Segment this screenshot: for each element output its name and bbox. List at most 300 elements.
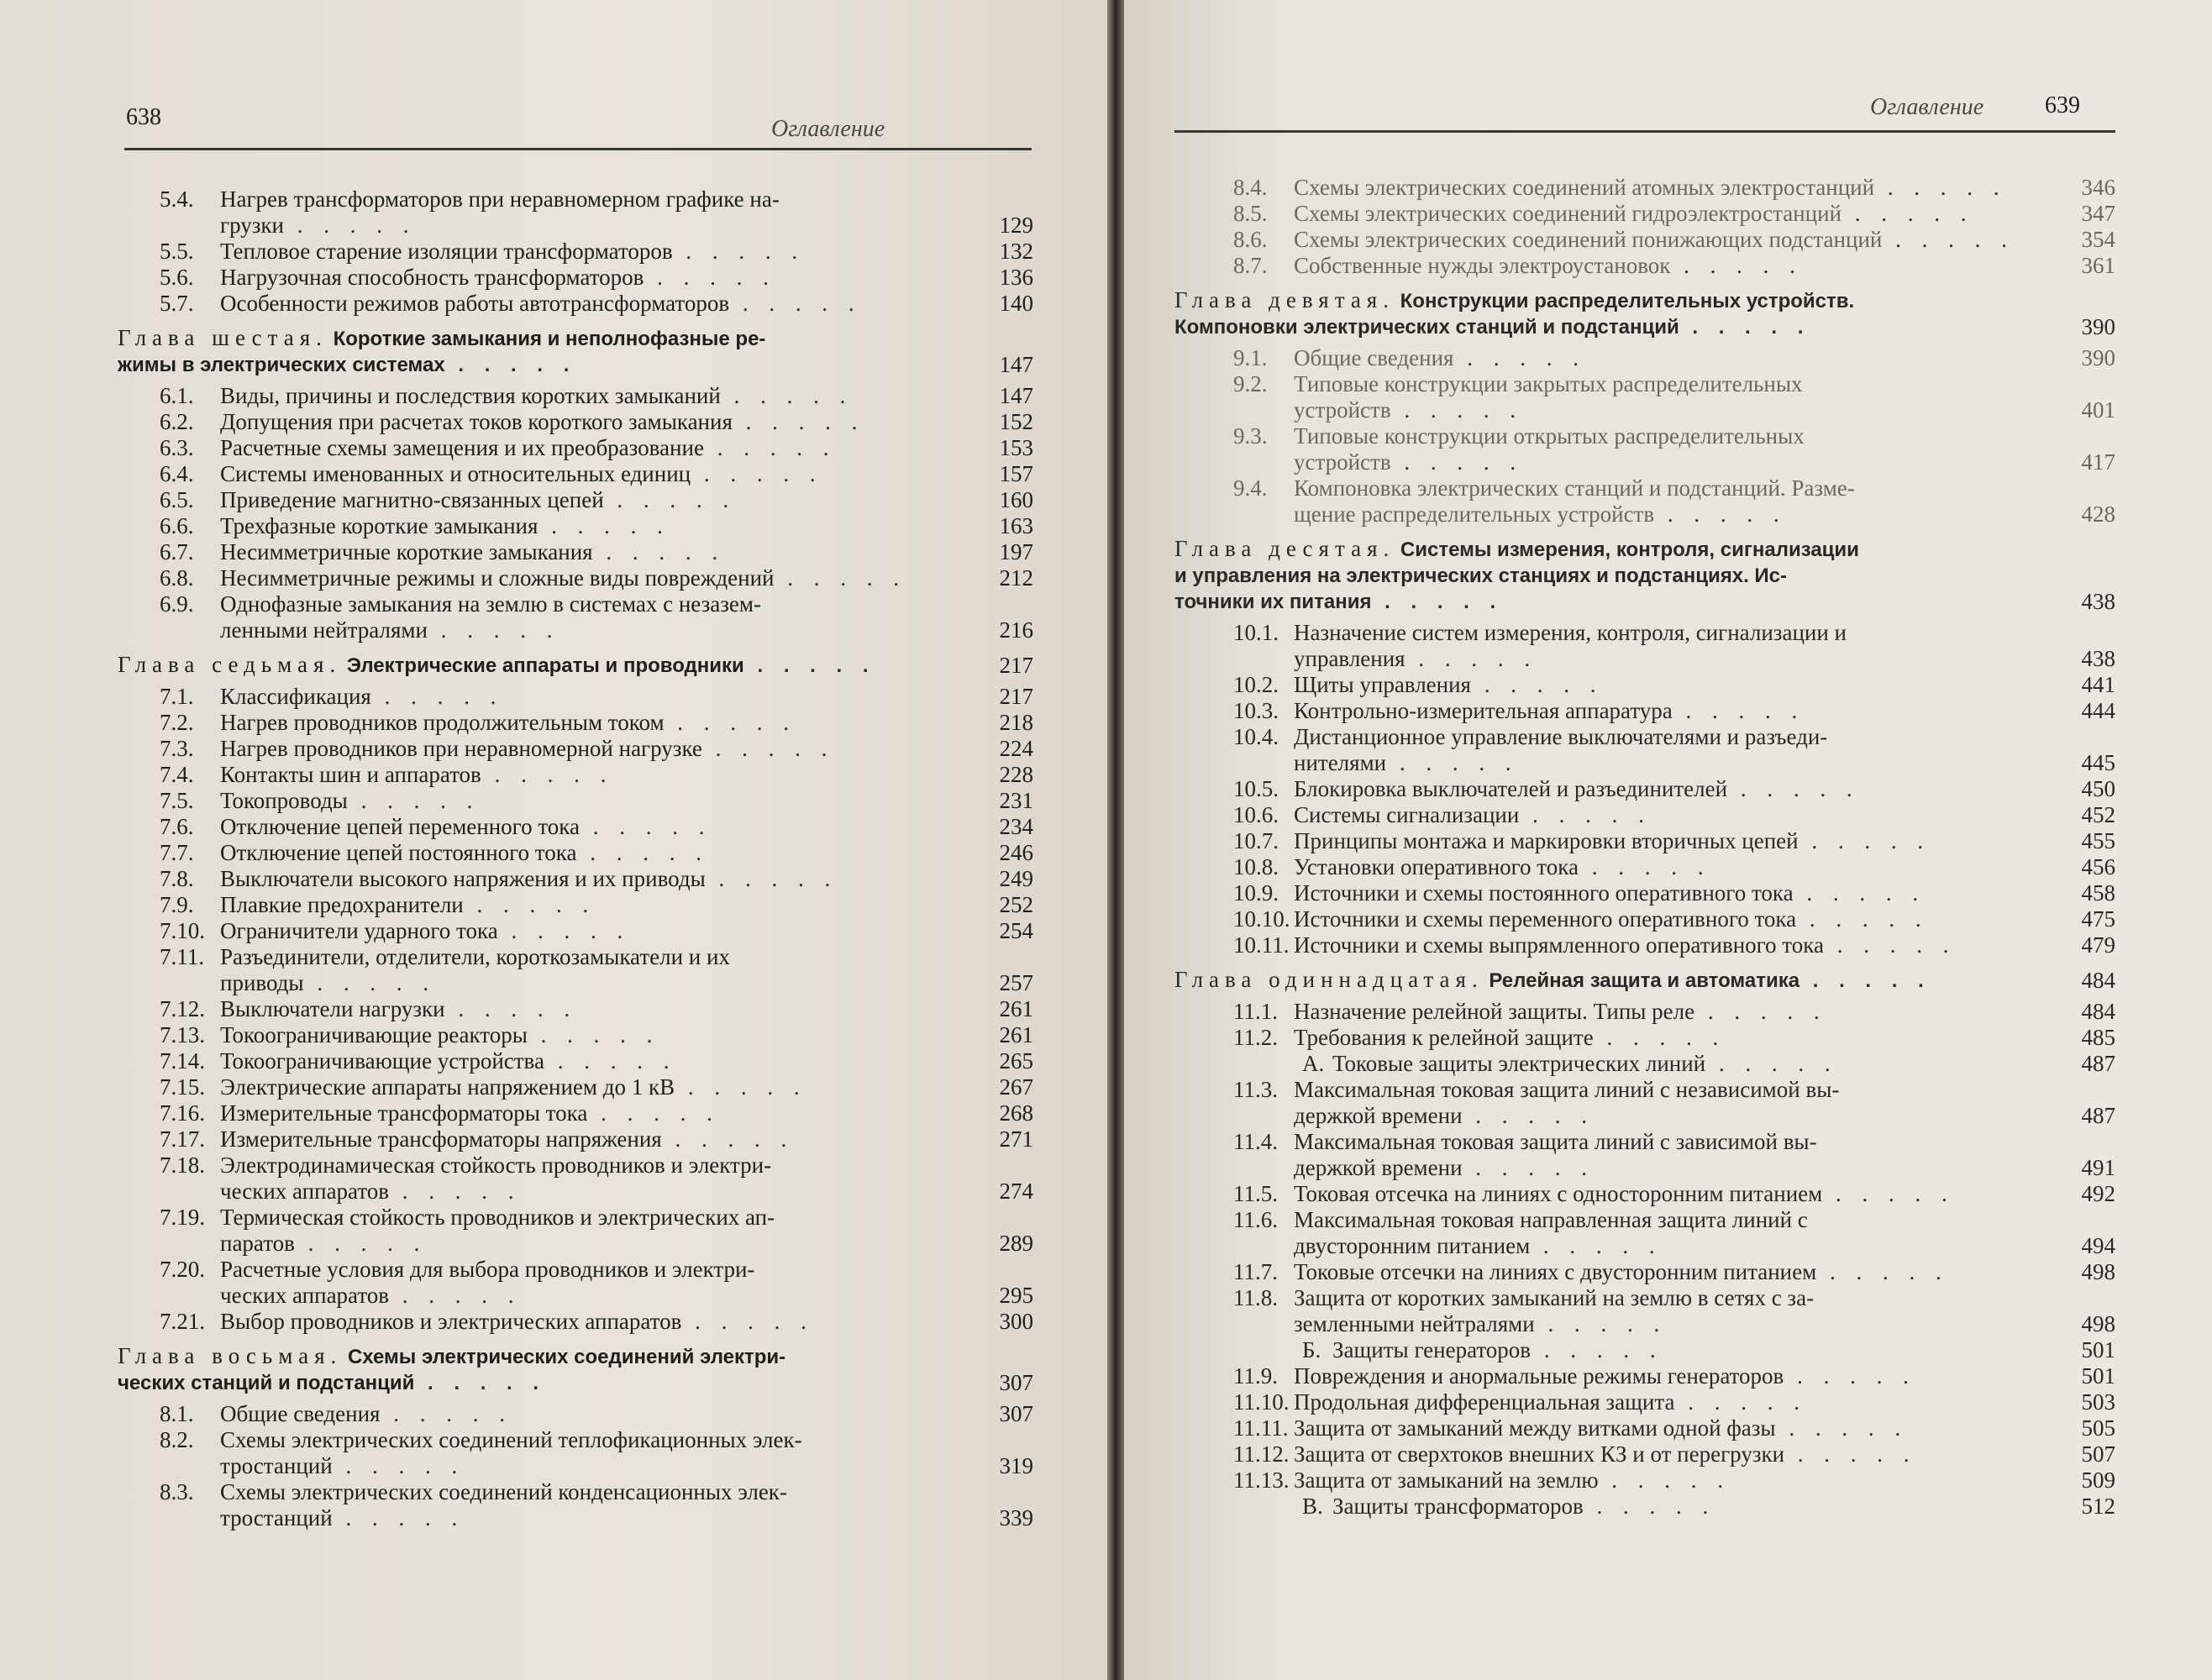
entry-line: Схемы электрических соединений электри-: [347, 1346, 786, 1368]
page-ref: 261: [999, 996, 1033, 1021]
entry-line: Нагрев проводников при неравномерной нагрузке: [220, 736, 702, 761]
entry-line: Выключатели нагрузки: [220, 996, 445, 1021]
toc-chapter: [1174, 287, 2115, 340]
page-ref: 136: [999, 265, 1033, 290]
entry-line: Защита от замыканий на землю: [1294, 1467, 1599, 1493]
toc-entry: [118, 684, 1033, 710]
page-ref: 300: [999, 1309, 1033, 1334]
entry-line: Системы сигнализации: [1294, 802, 1520, 827]
entry-title: Расчетные схемы замещения и их преобразование . . . . .: [220, 435, 837, 460]
entry-title: Глава одиннадцатая. Релейная защита и автоматика . . . . .: [1174, 967, 1931, 992]
entry-line: жимы в электрических системах: [118, 354, 445, 376]
entry-line: Тепловое старение изоляции трансформаторов: [220, 239, 673, 264]
entry-number: 8.4.: [1233, 175, 1268, 200]
page-ref: 231: [999, 788, 1033, 813]
book-gutter: [1107, 0, 1124, 1680]
entry-number: 10.10.: [1233, 906, 1290, 932]
entry-number: 9.1.: [1233, 345, 1268, 370]
header-rule: [124, 148, 1032, 150]
entry-number: 7.6.: [160, 814, 194, 839]
page-ref: 498: [2081, 1259, 2115, 1284]
entry-number: 11.1.: [1233, 999, 1278, 1024]
entry-title: Схемы электрических соединений конденсационных элек- тростанций . . . . .: [220, 1479, 787, 1530]
entry-title: Защита от коротких замыканий на землю в сетях с за- земленными нейтралями . . . . .: [1294, 1285, 1815, 1336]
entry-number: 9.3.: [1233, 423, 1268, 449]
entry-line: Приведение магнитно-связанных цепей: [220, 487, 604, 512]
page-ref: 228: [999, 762, 1033, 787]
entry-number: 11.2.: [1233, 1025, 1278, 1050]
entry-line: держкой времени: [1294, 1155, 1463, 1180]
entry-title: Особенности режимов работы автотрансформаторов . . . . .: [220, 291, 862, 316]
entry-number: 11.4.: [1233, 1129, 1278, 1154]
toc-entry: [118, 1126, 1033, 1152]
entry-number: 11.5.: [1233, 1181, 1278, 1206]
toc-entry: [118, 1022, 1033, 1048]
toc-entry: [118, 736, 1033, 762]
toc-entry: [1174, 620, 2115, 672]
entry-title: Защита от сверхтоков внешних КЗ и от перегрузки . . . . .: [1294, 1441, 1917, 1467]
page-ref: 257: [999, 970, 1033, 995]
entry-line: Контрольно-измерительная аппаратура: [1294, 698, 1673, 723]
entry-title: Принципы монтажа и маркировки вторичных цепей . . . . .: [1294, 828, 1931, 853]
entry-number: 10.3.: [1233, 698, 1279, 723]
entry-line: Виды, причины и последствия коротких замыканий: [220, 383, 721, 408]
page-ref: 157: [999, 461, 1033, 486]
entry-line: ческих аппаратов: [220, 1283, 390, 1308]
entry-line: Типовые конструкции открытых распределительных: [1294, 423, 1805, 449]
entry-number: 8.6.: [1233, 227, 1268, 252]
entry-line: Допущения при расчетах токов короткого замыкания: [220, 409, 733, 434]
entry-title: Источники и схемы выпрямленного оперативного тока . . . . .: [1294, 932, 1957, 958]
entry-line: Контакты шин и аппаратов: [220, 762, 481, 787]
page-ref: 271: [999, 1126, 1033, 1152]
entry-line: Дистанционное управление выключателями и разъеди-: [1294, 724, 1828, 749]
entry-number: 10.6.: [1233, 802, 1279, 827]
entry-title: Общие сведения . . . . .: [1294, 345, 1586, 370]
entry-number: 7.3.: [160, 736, 194, 761]
page-ref: 224: [999, 736, 1033, 761]
entry-line: Источники и схемы переменного оперативного тока: [1294, 906, 1797, 932]
entry-line: Несимметричные короткие замыкания: [220, 539, 593, 564]
entry-title: Токовые отсечки на линиях с двусторонним питанием . . . . .: [1294, 1259, 1949, 1284]
entry-line: Схемы электрических соединений атомных электростанций: [1294, 175, 1875, 200]
page-ref: 401: [2081, 397, 2115, 423]
entry-title: Контрольно-измерительная аппаратура . . . . .: [1294, 698, 1805, 723]
page-ref: 390: [2081, 314, 2115, 339]
entry-line: Максимальная токовая направленная защита линий с: [1294, 1207, 1808, 1232]
entry-title: Виды, причины и последствия коротких замыканий . . . . .: [220, 383, 854, 408]
page-ref: 441: [2081, 672, 2115, 697]
page-ref: 132: [999, 239, 1033, 264]
entry-line: Ограничители ударного тока: [220, 918, 498, 943]
toc-entry: [1174, 1467, 2115, 1494]
entry-title: Токовые защиты электрических линий . . . . .: [1332, 1051, 1838, 1076]
entry-line: точники их питания: [1174, 591, 1372, 613]
entry-number: В.: [1302, 1494, 1323, 1519]
entry-line: Нагрев проводников продолжительным током: [220, 710, 665, 735]
page-ref: 479: [2081, 932, 2115, 958]
entry-line: Защита от замыканий между витками одной фазы: [1294, 1415, 1776, 1441]
entry-title: Дистанционное управление выключателями и разъеди- нителями . . . . .: [1294, 724, 1828, 775]
toc-entry: [1174, 672, 2115, 698]
entry-number: 5.7.: [160, 291, 194, 316]
entry-number: 8.5.: [1233, 201, 1268, 226]
entry-line: Отключение цепей постоянного тока: [220, 840, 577, 865]
toc-entry: [1174, 345, 2115, 371]
entry-title: Защиты трансформаторов . . . . .: [1332, 1494, 1716, 1519]
toc-entry: [1174, 932, 2115, 958]
toc-entry: [118, 814, 1033, 840]
page-ref: 261: [999, 1022, 1033, 1047]
entry-line: Токовые защиты электрических линий: [1332, 1051, 1706, 1076]
page-ref: 147: [999, 383, 1033, 408]
page-ref: 147: [999, 352, 1033, 377]
entry-number: А.: [1302, 1051, 1325, 1076]
toc-entry: [118, 1048, 1033, 1074]
entry-number: 11.12.: [1233, 1441, 1290, 1467]
toc-entry: [1174, 1363, 2115, 1389]
entry-line: Защита от коротких замыканий на землю в сетях с за-: [1294, 1285, 1815, 1310]
page-ref: 498: [2081, 1311, 2115, 1336]
entry-number: 11.9.: [1233, 1363, 1278, 1389]
toc-entry: [1174, 828, 2115, 854]
toc-entry: [1174, 776, 2115, 802]
entry-line: Общие сведения: [220, 1401, 381, 1426]
toc-chapter: [118, 652, 1033, 679]
toc-entry: [1174, 802, 2115, 828]
entry-number: 6.1.: [160, 383, 194, 408]
entry-title: Контакты шин и аппаратов . . . . .: [220, 762, 614, 787]
entry-line: Общие сведения: [1294, 345, 1454, 370]
toc-entry: [118, 239, 1033, 265]
page-ref: 252: [999, 892, 1033, 917]
entry-title: Классификация . . . . .: [220, 684, 504, 709]
page-ref: 417: [2081, 449, 2115, 475]
page-ref: 458: [2081, 880, 2115, 906]
entry-title: Трехфазные короткие замыкания . . . . .: [220, 513, 670, 538]
entry-number: 7.13.: [160, 1022, 205, 1047]
running-title: Оглавление: [771, 116, 885, 142]
entry-line: Повреждения и анормальные режимы генераторов: [1294, 1363, 1784, 1389]
entry-title: Глава седьмая. Электрические аппараты и проводники . . . . .: [118, 652, 876, 677]
entry-title: Допущения при расчетах токов короткого замыкания . . . . .: [220, 409, 865, 434]
entry-line: Конструкции распределительных устройств.: [1400, 290, 1855, 312]
entry-line: Отключение цепей переменного тока: [220, 814, 580, 839]
entry-title: Источники и схемы постоянного оперативного тока . . . . .: [1294, 880, 1926, 906]
page-ref: 390: [2081, 345, 2115, 370]
entry-number: 8.1.: [160, 1401, 194, 1426]
entry-line: Системы именованных и относительных единиц: [220, 461, 691, 486]
toc-entry: [118, 1100, 1033, 1126]
entry-line: Продольная дифференциальная защита: [1294, 1389, 1675, 1415]
page-ref: 274: [999, 1179, 1033, 1204]
entry-title: Расчетные условия для выбора проводников и электри- ческих аппаратов . . . . .: [220, 1257, 755, 1308]
entry-line: приводы: [220, 970, 304, 995]
toc-entry: [1174, 1259, 2115, 1285]
page-ref: 267: [999, 1074, 1033, 1100]
page-ref: 319: [999, 1453, 1033, 1478]
entry-number: 7.2.: [160, 710, 194, 735]
toc-entry: [1174, 227, 2115, 253]
entry-line: Токоограничивающие устройства: [220, 1048, 544, 1074]
entry-line: Схемы электрических соединений понижающих подстанций: [1294, 227, 1883, 252]
chapter-label: Глава девятая.: [1174, 287, 1395, 312]
toc-entry: [1174, 1025, 2115, 1051]
toc-entry: [1174, 371, 2115, 423]
toc-chapter: [1174, 967, 2115, 994]
entry-number: 7.12.: [160, 996, 205, 1021]
entry-line: Собственные нужды электроустановок: [1294, 253, 1671, 278]
entry-line: Токовая отсечка на линиях с односторонним питанием: [1294, 1181, 1823, 1206]
entry-number: 7.18.: [160, 1152, 205, 1178]
entry-line: ленными нейтралями: [220, 617, 428, 643]
entry-title: Токоограничивающие устройства . . . . .: [220, 1048, 677, 1074]
entry-line: ческих станций и подстанций: [118, 1372, 415, 1394]
page-number: 639: [2045, 92, 2080, 118]
entry-line: тростанций: [220, 1505, 333, 1530]
entry-title: Типовые конструкции закрытых распределительных устройств . . . . .: [1294, 371, 1803, 423]
entry-title: Максимальная токовая направленная защита линий с двусторонним питанием . . . . .: [1294, 1207, 1808, 1258]
entry-title: Нагрев проводников продолжительным током . . . . .: [220, 710, 797, 735]
entry-title: Схемы электрических соединений понижающих подстанций . . . . .: [1294, 227, 2015, 252]
entry-number: 7.19.: [160, 1205, 205, 1230]
entry-title: Глава шестая. Короткие замыкания и неполнофазные ре- жимы в электрических системах . . . . .: [118, 325, 766, 376]
entry-line: и управления на электрических станциях и подстанциях. Ис-: [1174, 564, 1788, 587]
toc-entry: [118, 1205, 1033, 1257]
entry-title: Отключение цепей постоянного тока . . . . .: [220, 840, 709, 865]
page-ref: 254: [999, 918, 1033, 943]
page-ref: 289: [999, 1231, 1033, 1256]
entry-number: 10.5.: [1233, 776, 1279, 801]
page-ref: 216: [999, 617, 1033, 643]
page-ref: 484: [2081, 968, 2115, 993]
page-ref: 501: [2081, 1337, 2115, 1362]
entry-title: Термическая стойкость проводников и электрических ап- паратов . . . . .: [220, 1205, 775, 1256]
entry-number: 10.9.: [1233, 880, 1279, 906]
entry-title: Системы именованных и относительных единиц . . . . .: [220, 461, 823, 486]
page-ref: 307: [999, 1401, 1033, 1426]
entry-title: Максимальная токовая защита линий с зависимой вы- держкой времени . . . . .: [1294, 1129, 1817, 1180]
entry-line: Защита от сверхтоков внешних КЗ и от перегрузки: [1294, 1441, 1785, 1467]
entry-line: Компоновка электрических станций и подстанций. Разме-: [1294, 475, 1855, 501]
entry-number: 7.16.: [160, 1100, 205, 1126]
entry-title: Нагрузочная способность трансформаторов . . . . .: [220, 265, 776, 290]
entry-title: Глава девятая. Конструкции распределительных устройств. Компоновки электрических станций и подстанций . . . . .: [1174, 287, 1855, 339]
page-ref: 438: [2081, 646, 2115, 671]
entry-line: Максимальная токовая защита линий с независимой вы-: [1294, 1077, 1840, 1102]
entry-number: 7.7.: [160, 840, 194, 865]
entry-title: Глава десятая. Системы измерения, контроля, сигнализации и управления на электрических станциях и подстанциях. Ис- точники их питания . . . . .: [1174, 536, 1859, 613]
toc-entry: [118, 918, 1033, 944]
page-ref: 163: [999, 513, 1033, 538]
toc-entry: [1174, 880, 2115, 906]
entry-line: Назначение релейной защиты. Типы реле: [1294, 999, 1695, 1024]
entry-title: Токоограничивающие реакторы . . . . .: [220, 1022, 660, 1047]
entry-title: Защиты генераторов . . . . .: [1332, 1337, 1663, 1362]
toc-entry: [1174, 999, 2115, 1025]
page-ref: 487: [2081, 1051, 2115, 1076]
toc-entry: [118, 565, 1033, 591]
toc-entry: [1174, 253, 2115, 279]
entry-title: Общие сведения . . . . .: [220, 1401, 512, 1426]
entry-line: Измерительные трансформаторы тока: [220, 1100, 588, 1126]
page-ref: 307: [999, 1370, 1033, 1395]
entry-line: грузки: [220, 213, 284, 238]
page-ref: 346: [2081, 175, 2115, 200]
page-ref: 507: [2081, 1441, 2115, 1467]
entry-title: Разъединители, отделители, короткозамыкатели и их приводы . . . . .: [220, 944, 730, 995]
entry-number: 7.11.: [160, 944, 204, 969]
entry-line: Щиты управления: [1294, 672, 1471, 697]
entry-number: 6.8.: [160, 565, 194, 591]
entry-line: Электрические аппараты и проводники: [346, 654, 744, 677]
entry-line: Электрические аппараты напряжением до 1 кВ: [220, 1074, 675, 1100]
entry-title: Системы сигнализации . . . . .: [1294, 802, 1652, 827]
entry-line: Релейная защита и автоматика: [1489, 969, 1800, 992]
toc-entry: [1174, 1181, 2115, 1207]
page-ref: 152: [999, 409, 1033, 434]
entry-number: 7.9.: [160, 892, 194, 917]
toc-entry: [118, 1401, 1033, 1427]
entry-line: нителями: [1294, 750, 1387, 775]
entry-number: 10.1.: [1233, 620, 1279, 645]
toc-entry: [1174, 1389, 2115, 1415]
entry-title: Схемы электрических соединений атомных электростанций . . . . .: [1294, 175, 2007, 200]
entry-number: 11.10.: [1233, 1389, 1290, 1415]
page-ref: 491: [2081, 1155, 2115, 1180]
entry-title: Выбор проводников и электрических аппаратов . . . . .: [220, 1309, 814, 1334]
right-page: [1124, 0, 2212, 1680]
entry-title: Ограничители ударного тока . . . . .: [220, 918, 631, 943]
page-ref: 268: [999, 1100, 1033, 1126]
entry-title: Повреждения и анормальные режимы генераторов . . . . .: [1294, 1363, 1916, 1389]
entry-title: Глава восьмая. Схемы электрических соединений электри- ческих станций и подстанций . . . . .: [118, 1343, 786, 1394]
chapter-label: Глава одиннадцатая.: [1174, 967, 1484, 992]
toc-entry: [1174, 1441, 2115, 1467]
entry-line: устройств: [1294, 449, 1391, 475]
entry-line: Токопроводы: [220, 788, 348, 813]
entry-line: Защиты генераторов: [1332, 1337, 1532, 1362]
page-ref: 455: [2081, 828, 2115, 853]
entry-line: Расчетные условия для выбора проводников и электри-: [220, 1257, 755, 1282]
entry-line: Трехфазные короткие замыкания: [220, 513, 539, 538]
entry-number: 6.6.: [160, 513, 194, 538]
entry-line: щение распределительных устройств: [1294, 501, 1655, 527]
page-ref: 438: [2081, 589, 2115, 614]
entry-line: держкой времени: [1294, 1103, 1463, 1128]
entry-number: 11.11.: [1233, 1415, 1289, 1441]
toc-entry: [1174, 1207, 2115, 1259]
entry-number: 7.21.: [160, 1309, 205, 1334]
entry-number: 10.4.: [1233, 724, 1279, 749]
toc-entry: [118, 1427, 1033, 1479]
entry-title: Типовые конструкции открытых распределительных устройств . . . . .: [1294, 423, 1805, 475]
entry-number: 10.8.: [1233, 854, 1279, 879]
entry-line: Максимальная токовая защита линий с зависимой вы-: [1294, 1129, 1817, 1154]
page-ref: 197: [999, 539, 1033, 564]
entry-line: Выключатели высокого напряжения и их приводы: [220, 866, 706, 891]
page-ref: 492: [2081, 1181, 2115, 1206]
entry-line: Принципы монтажа и маркировки вторичных цепей: [1294, 828, 1799, 853]
entry-title: Схемы электрических соединений теплофикационных элек- тростанций . . . . .: [220, 1427, 802, 1478]
toc-entry: [118, 1257, 1033, 1309]
entry-line: Термическая стойкость проводников и электрических ап-: [220, 1205, 775, 1230]
entry-line: Нагрузочная способность трансформаторов: [220, 265, 644, 290]
entry-line: Измерительные трансформаторы напряжения: [220, 1126, 662, 1152]
entry-number: 6.7.: [160, 539, 194, 564]
page-ref: 295: [999, 1283, 1033, 1308]
toc-entry: [1174, 1494, 2115, 1520]
page-ref: 265: [999, 1048, 1033, 1074]
entry-title: Назначение релейной защиты. Типы реле . . . . .: [1294, 999, 1827, 1024]
page-ref: 494: [2081, 1233, 2115, 1258]
page-ref: 217: [999, 684, 1033, 709]
entry-number: 5.5.: [160, 239, 194, 264]
toc-chapter: [118, 325, 1033, 378]
page-ref: 487: [2081, 1103, 2115, 1128]
entry-line: Токоограничивающие реакторы: [220, 1022, 528, 1047]
toc-entry: [118, 383, 1033, 409]
entry-number: 7.8.: [160, 866, 194, 891]
entry-number: 11.13.: [1233, 1467, 1290, 1493]
entry-title: Назначение систем измерения, контроля, сигнализации и управления . . . . .: [1294, 620, 1847, 671]
page-ref: 361: [2081, 253, 2115, 278]
entry-title: Измерительные трансформаторы напряжения . . . . .: [220, 1126, 795, 1152]
entry-line: двусторонним питанием: [1294, 1233, 1531, 1258]
toc-entry: [1174, 698, 2115, 724]
entry-line: Назначение систем измерения, контроля, сигнализации и: [1294, 620, 1847, 645]
toc-entry: [1174, 1415, 2115, 1441]
entry-line: Короткие замыкания и неполнофазные ре-: [333, 328, 766, 350]
entry-title: Однофазные замыкания на землю в системах с незазем- ленными нейтралями . . . . .: [220, 591, 761, 643]
entry-line: Токовые отсечки на линиях с двусторонним питанием: [1294, 1259, 1817, 1284]
entry-title: Электрические аппараты напряжением до 1 кВ . . . . .: [220, 1074, 807, 1100]
chapter-label: Глава восьмая.: [118, 1343, 343, 1368]
entry-number: 8.3.: [160, 1479, 194, 1504]
page-ref: 505: [2081, 1415, 2115, 1441]
entry-line: Выбор проводников и электрических аппаратов: [220, 1309, 682, 1334]
toc-entry: [1174, 906, 2115, 932]
page-ref: 509: [2081, 1467, 2115, 1493]
entry-number: 7.5.: [160, 788, 194, 813]
entry-line: Типовые конструкции закрытых распределительных: [1294, 371, 1803, 396]
entry-number: 6.3.: [160, 435, 194, 460]
entry-number: 8.7.: [1233, 253, 1268, 278]
entry-title: Нагрев проводников при неравномерной нагрузке . . . . .: [220, 736, 835, 761]
toc-entry: [1174, 1129, 2115, 1181]
toc-entry: [118, 409, 1033, 435]
toc-entry: [1174, 423, 2115, 475]
page-ref: 129: [999, 213, 1033, 238]
entry-number: 7.14.: [160, 1048, 205, 1074]
toc-entry: [118, 186, 1033, 239]
toc-chapter: [118, 1343, 1033, 1396]
toc-entry: [118, 487, 1033, 513]
toc-entry: [118, 591, 1033, 643]
toc-entry: [1174, 475, 2115, 528]
entry-title: Выключатели нагрузки . . . . .: [220, 996, 578, 1021]
entry-title: Несимметричные короткие замыкания . . . . .: [220, 539, 726, 564]
toc-entry: [118, 840, 1033, 866]
toc-entry: [118, 1309, 1033, 1335]
entry-title: Измерительные трансформаторы тока . . . . .: [220, 1100, 720, 1126]
entry-title: Выключатели высокого напряжения и их приводы . . . . .: [220, 866, 838, 891]
page-ref: 234: [999, 814, 1033, 839]
toc-entry: [1174, 854, 2115, 880]
chapter-label: Глава седьмая.: [118, 652, 342, 677]
entry-line: Схемы электрических соединений конденсационных элек-: [220, 1479, 787, 1504]
entry-line: Однофазные замыкания на землю в системах с незазем-: [220, 591, 761, 617]
